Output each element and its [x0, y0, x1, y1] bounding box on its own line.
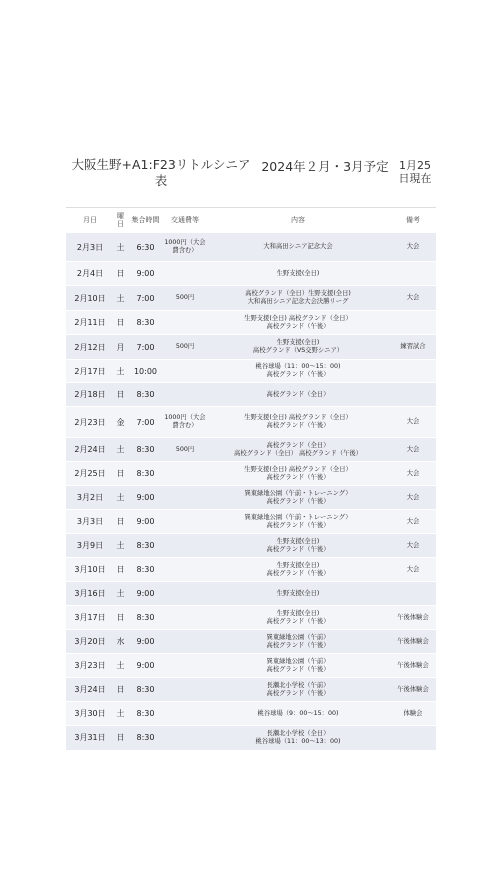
content-line: 桃谷球場（11：00～13：00)	[255, 737, 341, 745]
col-header-fare: 交通費等	[171, 216, 199, 224]
table-row	[66, 462, 436, 486]
note-cell	[390, 726, 436, 750]
time-cell: 8:30	[127, 534, 164, 558]
content-cell	[206, 262, 390, 286]
content-line: 長瀬北小学校（午前）	[266, 681, 330, 689]
date-cell: 3月20日	[66, 630, 114, 654]
content-line: 高校グランド（全日）生野支援(全日)	[245, 290, 351, 297]
time-cell: 8:30	[127, 311, 164, 335]
content-cell	[206, 233, 390, 262]
table-row	[66, 534, 436, 558]
note-cell: 体験会	[390, 702, 436, 726]
fare-cell	[164, 606, 206, 630]
day-cell: 土	[114, 360, 127, 383]
fare-cell	[164, 360, 206, 383]
table-row	[66, 311, 436, 335]
date-cell: 2月24日	[66, 438, 114, 462]
date-cell: 2月12日	[66, 335, 114, 360]
time-cell: 7:00	[127, 286, 164, 311]
fare-cell	[164, 558, 206, 582]
note-cell	[390, 383, 436, 407]
note-cell: 午後体験会	[390, 630, 436, 654]
date-cell: 2月25日	[66, 462, 114, 486]
note-cell: 練習試合	[390, 335, 436, 360]
col-header-date: 月日	[83, 216, 97, 224]
day-cell: 土	[114, 286, 127, 311]
time-cell: 9:00	[127, 630, 164, 654]
table-body	[66, 233, 436, 750]
time-cell: 9:00	[127, 510, 164, 534]
table-row	[66, 654, 436, 678]
content-cell	[206, 702, 390, 726]
date-cell: 3月17日	[66, 606, 114, 630]
content-cell	[206, 438, 390, 462]
date-cell: 3月23日	[66, 654, 114, 678]
note-cell: 大会	[390, 233, 436, 262]
content-line: 生野支援(全日)	[276, 561, 320, 569]
content-line: 高校グランド（午後）	[266, 689, 330, 697]
time-cell: 10:00	[127, 360, 164, 383]
date-cell: 3月10日	[66, 558, 114, 582]
date-cell: 2月23日	[66, 407, 114, 438]
note-cell	[390, 311, 436, 335]
note-cell: 大会	[390, 407, 436, 438]
note-cell: 大会	[390, 462, 436, 486]
fare-cell: 500円	[164, 286, 206, 311]
day-cell: 日	[114, 558, 127, 582]
fare-cell	[164, 726, 206, 750]
content-cell	[206, 360, 390, 383]
content-cell	[206, 630, 390, 654]
time-cell: 6:30	[127, 233, 164, 262]
day-cell: 土	[114, 702, 127, 726]
content-line: 高校グランド（午後）	[266, 371, 330, 378]
content-line: 桃谷球場（9：00～15：00)	[257, 709, 339, 717]
content-cell	[206, 286, 390, 311]
fare-cell	[164, 486, 206, 510]
table-row	[66, 606, 436, 630]
note-cell: 大会	[390, 510, 436, 534]
date-cell: 3月24日	[66, 678, 114, 702]
fare-cell	[164, 582, 206, 606]
time-cell: 8:30	[127, 678, 164, 702]
note-cell: 大会	[390, 534, 436, 558]
date-cell: 3月2日	[66, 486, 114, 510]
table-row	[66, 262, 436, 286]
content-cell	[206, 582, 390, 606]
table-row	[66, 582, 436, 606]
day-cell: 土	[114, 233, 127, 262]
date-cell: 3月9日	[66, 534, 114, 558]
content-cell	[206, 606, 390, 630]
fare-cell	[164, 383, 206, 407]
content-cell	[206, 534, 390, 558]
content-line: 生野支援(全日)	[276, 339, 320, 346]
table-row	[66, 726, 436, 750]
note-cell: 大会	[390, 286, 436, 311]
table-row	[66, 486, 436, 510]
time-cell: 8:30	[127, 438, 164, 462]
title-row	[66, 157, 436, 208]
table-row	[66, 360, 436, 383]
schedule-sheet	[66, 157, 436, 750]
note-cell: 大会	[390, 438, 436, 462]
fare-cell	[164, 678, 206, 702]
date-cell: 2月11日	[66, 311, 114, 335]
content-line: 高校グランド（午後）	[266, 641, 330, 649]
fare-cell: 1000円（大会費含む）	[164, 233, 206, 262]
table-row	[66, 630, 436, 654]
content-line: 生野支援(全日)	[276, 269, 320, 277]
content-line: 長瀬北小学校（全日）	[266, 729, 330, 737]
date-cell: 3月31日	[66, 726, 114, 750]
content-line: 大和高田シニア記念大会	[263, 243, 333, 250]
date-cell: 2月10日	[66, 286, 114, 311]
day-cell: 日	[114, 678, 127, 702]
content-cell	[206, 383, 390, 407]
time-cell: 9:00	[127, 262, 164, 286]
content-line: 高校グランド（VS交野シニア）	[252, 347, 344, 354]
day-cell: 日	[114, 726, 127, 750]
time-cell: 9:00	[127, 654, 164, 678]
content-line: 高校グランド（午後）	[266, 473, 330, 481]
note-cell	[390, 262, 436, 286]
table-row	[66, 335, 436, 360]
table-row	[66, 678, 436, 702]
fare-cell	[164, 510, 206, 534]
date-cell: 2月17日	[66, 360, 114, 383]
note-cell: 午後体験会	[390, 606, 436, 630]
col-header-note: 備考	[406, 216, 420, 224]
time-cell: 8:30	[127, 462, 164, 486]
content-line: 生野支援(全日)	[276, 537, 320, 545]
day-cell: 日	[114, 383, 127, 407]
day-cell: 月	[114, 335, 127, 360]
time-cell: 8:30	[127, 383, 164, 407]
content-line: 高校グランド（午後）	[266, 545, 330, 553]
day-cell: 日	[114, 262, 127, 286]
content-line: 生野支援(全日) 高校グランド（全日）	[244, 414, 352, 421]
note-cell: 大会	[390, 486, 436, 510]
time-cell: 8:30	[127, 606, 164, 630]
content-cell	[206, 678, 390, 702]
table-row	[66, 438, 436, 462]
date-cell: 3月30日	[66, 702, 114, 726]
date-cell: 3月3日	[66, 510, 114, 534]
content-line: 生野支援(全日)	[276, 589, 320, 597]
fare-cell	[164, 262, 206, 286]
day-cell: 土	[114, 582, 127, 606]
day-cell: 日	[114, 311, 127, 335]
time-cell: 7:00	[127, 335, 164, 360]
content-cell	[206, 558, 390, 582]
content-line: 高校グランド（午後）	[266, 322, 330, 330]
time-cell: 8:30	[127, 702, 164, 726]
content-cell	[206, 335, 390, 360]
content-line: 生野支援(全日)	[276, 609, 320, 617]
table-row	[66, 407, 436, 438]
note-cell: 午後体験会	[390, 654, 436, 678]
content-cell	[206, 654, 390, 678]
date-cell: 2月4日	[66, 262, 114, 286]
time-cell: 8:30	[127, 726, 164, 750]
day-cell: 金	[114, 407, 127, 438]
content-cell	[206, 486, 390, 510]
table-row	[66, 383, 436, 407]
day-cell: 土	[114, 654, 127, 678]
day-cell: 日	[114, 606, 127, 630]
content-line: 高校グランド（全日）	[266, 441, 330, 449]
fare-cell	[164, 311, 206, 335]
day-cell: 日	[114, 462, 127, 486]
fare-cell	[164, 702, 206, 726]
time-cell: 9:00	[127, 582, 164, 606]
content-line: 大和高田シニア記念大会決勝リーグ	[247, 298, 349, 305]
as-of-date: 1月25日現在	[398, 159, 432, 185]
schedule-title: 大阪生野+A1:F23リトルシニア表	[71, 157, 251, 188]
content-line: 高校グランド（全日）	[266, 390, 330, 398]
table-row	[66, 702, 436, 726]
day-cell: 日	[114, 510, 127, 534]
content-line: 巽東緑地公園（午前・トレーニング）	[244, 489, 352, 497]
content-cell	[206, 510, 390, 534]
note-cell: 午後体験会	[390, 678, 436, 702]
day-cell: 土	[114, 534, 127, 558]
content-line: 桃谷球場（11：00～15：00)	[255, 363, 341, 370]
content-line: 高校グランド（全日） 高校グランド（午後）	[234, 449, 362, 457]
day-cell: 水	[114, 630, 127, 654]
schedule-table	[66, 208, 436, 750]
note-cell	[390, 360, 436, 383]
content-line: 高校グランド（午後）	[266, 665, 330, 673]
schedule-period: 2024年２月・3月予定	[261, 159, 389, 174]
time-cell: 8:30	[127, 558, 164, 582]
content-line: 高校グランド（午後）	[266, 497, 330, 505]
date-cell: 2月18日	[66, 383, 114, 407]
fare-cell	[164, 654, 206, 678]
content-line: 巽東緑地公園（午前・トレーニング）	[244, 513, 352, 521]
fare-cell: 500円	[164, 335, 206, 360]
col-header-content: 内容	[291, 216, 305, 224]
content-line: 生野支援(全日) 高校グランド（全日）	[244, 314, 352, 322]
time-cell: 9:00	[127, 486, 164, 510]
fare-cell	[164, 534, 206, 558]
content-cell	[206, 462, 390, 486]
content-cell	[206, 726, 390, 750]
col-header-time: 集合時間	[131, 216, 160, 224]
content-line: 生野支援(全日) 高校グランド（全日）	[244, 465, 352, 473]
date-cell: 2月3日	[66, 233, 114, 262]
content-line: 高校グランド（午後）	[266, 569, 330, 577]
col-header-day: 曜日	[117, 212, 124, 228]
content-line: 高校グランド（午後）	[266, 521, 330, 529]
content-line: 巽東緑地公園（午前）	[266, 633, 330, 641]
content-line: 高校グランド（午後）	[266, 422, 330, 429]
date-cell: 3月16日	[66, 582, 114, 606]
table-header-row	[66, 208, 436, 233]
note-cell: 大会	[390, 558, 436, 582]
fare-cell: 500円	[164, 438, 206, 462]
content-line: 巽東緑地公園（午前）	[266, 657, 330, 665]
table-row	[66, 286, 436, 311]
table-row	[66, 233, 436, 262]
time-cell: 7:00	[127, 407, 164, 438]
day-cell: 土	[114, 438, 127, 462]
content-line: 高校グランド（午後）	[266, 617, 330, 625]
content-cell	[206, 311, 390, 335]
content-cell	[206, 407, 390, 438]
fare-cell: 1000円（大会費含む）	[164, 407, 206, 438]
table-row	[66, 510, 436, 534]
fare-cell	[164, 630, 206, 654]
fare-cell	[164, 462, 206, 486]
day-cell: 土	[114, 486, 127, 510]
table-row	[66, 558, 436, 582]
note-cell	[390, 582, 436, 606]
